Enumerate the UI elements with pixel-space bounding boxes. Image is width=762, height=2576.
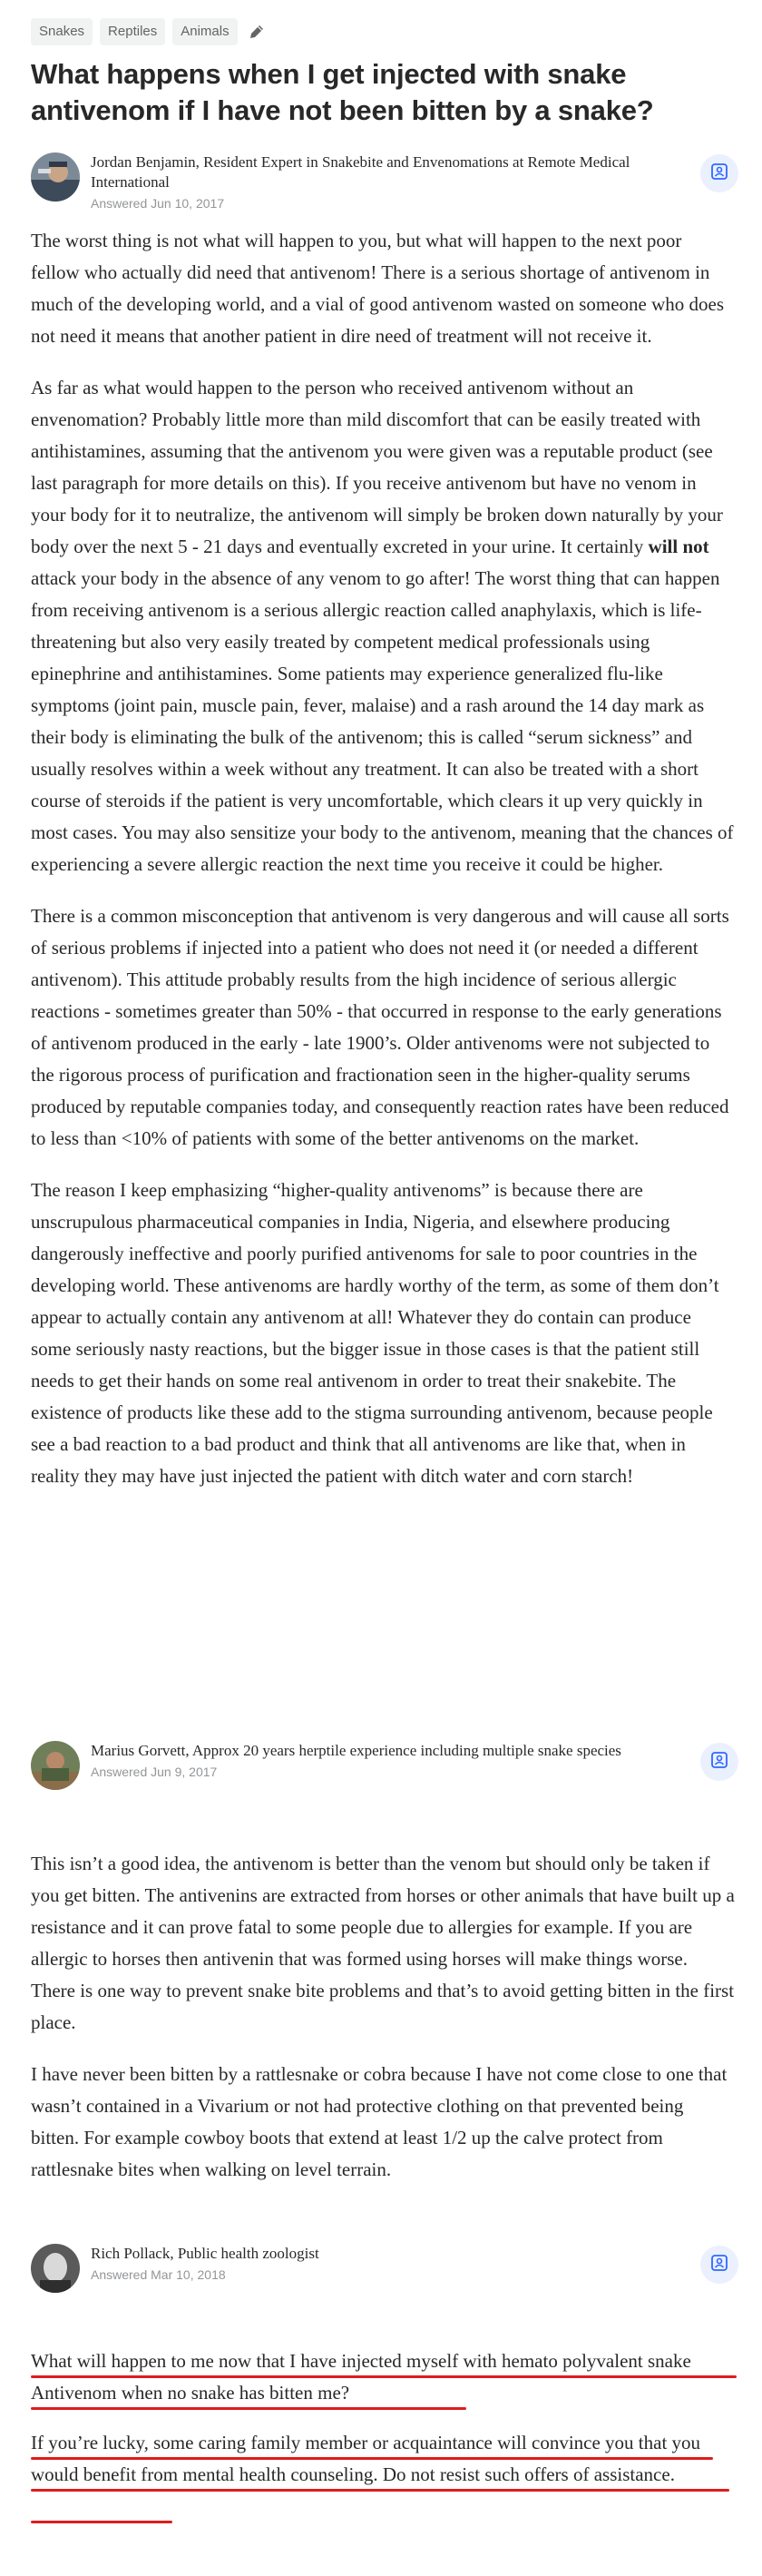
answer-1-body xyxy=(31,225,735,1512)
question-title[interactable]: What happens when I get injected with snake antivenom if I have not been bitten by a snake? xyxy=(31,58,654,126)
topic-chip-reptiles[interactable]: Reptiles xyxy=(100,18,165,45)
share-button[interactable] xyxy=(700,2246,738,2284)
answered-date[interactable]: Answered Jun 9, 2017 xyxy=(91,1765,218,1779)
share-icon xyxy=(709,2253,729,2277)
author-credential[interactable]: Jordan Benjamin, Resident Expert in Snakebite and Envenomations at Remote Medical International xyxy=(91,153,630,191)
share-button[interactable] xyxy=(700,154,738,192)
avatar[interactable] xyxy=(31,2244,80,2293)
topic-chip-animals[interactable]: Animals xyxy=(172,18,237,45)
share-icon xyxy=(709,1750,729,1775)
author-credential[interactable]: Marius Gorvett, Approx 20 years herptile experience including multiple snake species xyxy=(91,1742,621,1759)
answer-text: attack your body in the absence of any venom to go after! The worst thing that can happen from receiving antivenom is a serious allergic reaction called anaphylaxis, which is life-threatening but also very easily treated by competent medical professionals using epinephrine and antihistamines. Some patients may experience generalized flu-like symptoms (joint pain, muscle pain, fever, malaise) and a rash around the 14 day mark as their body is eliminating the bulk of the antivenom; this is called “serum sickness” and usually resolves within a week without any treatment. It can also be treated with a short course of steroids if the patient is very uncomfortable, which clears it up very quickly in most cases. You may also sensitize your body to the antivenom, meaning that the chances of experiencing a severe allergic reaction the next time you receive it could be higher. xyxy=(31,567,734,875)
annotation-underline xyxy=(31,2375,737,2378)
author-credential[interactable]: Rich Pollack, Public health zoologist xyxy=(91,2245,319,2262)
answered-date[interactable]: Answered Mar 10, 2018 xyxy=(91,2267,226,2282)
answer-paragraph: The worst thing is not what will happen to you, but what will happen to the next poor fellow who actually did need that antivenom! There is a serious shortage of antivenom in much of the developing world, and a vial of good antivenom wasted on someone who does not need it means that another patient in dire need of treatment will not receive it. xyxy=(31,230,724,347)
quoted-question: What will happen to me now that I have injected myself with hemato polyvalent snake Antivenom when no snake has bitten me? xyxy=(31,2350,691,2404)
topic-list xyxy=(31,18,269,45)
avatar[interactable] xyxy=(31,1741,80,1790)
annotation-underline xyxy=(31,2521,172,2523)
answer-paragraph: This isn’t a good idea, the antivenom is better than the venom but should only be taken if you get bitten. The antivenins are extracted from horses or other animals that have built up a resistance and it can prove fatal to some people due to allergies for example. If you are allergic to horses then antivenin that was formed using horses will make things worse. There is one way to prevent snake bite problems and that’s to avoid getting bitten in the first place. xyxy=(31,1853,735,2033)
annotation-underline xyxy=(31,2489,729,2492)
answer-text: As far as what would happen to the person who received antivenom without an envenomation? Probably little more than mild discomfort that can be easily treated with antihistamines, assuming that the antivenom you were given was a reputable product (see last paragraph for more details on this). If you receive antivenom but have no venom in your body for it to neutralize, the antivenom will simply be broken down naturally by your body over the next 5 - 21 days and eventually excreted in your urine. It certainly xyxy=(31,377,723,557)
answer-paragraph xyxy=(31,372,735,880)
annotation-underline xyxy=(31,2457,713,2460)
answer-paragraph: There is a common misconception that antivenom is very dangerous and will cause all sorts of serious problems if injected into a patient who does not need it (or needed a different antivenom). This attitude probably results from the high incidence of serious allergic reactions - sometimes greater than 50% - that occurred in response to the early generations of antivenom produced in the early - late 1900’s. Older antivenoms were not subjected to the rigorous process of purification and fractionation seen in the higher-quality serums produced by reputable companies today, and consequently reaction rates have been reduced to less than <10% of patients with some of the better antivenoms on the market. xyxy=(31,905,729,1149)
share-icon xyxy=(709,162,729,186)
avatar[interactable] xyxy=(31,152,80,202)
answer-paragraph: The reason I keep emphasizing “higher-quality antivenoms” is because there are unscrupulous pharmaceutical companies in India, Nigeria, and elsewhere producing dangerously ineffective and poorly purified antivenoms for sale to poor countries in the developing world. These antivenoms are hardly worthy of the term, as some of them don’t appear to actually contain any antivenom at all! Whatever they do contain can produce some seriously nasty reactions, but the bigger issue in those cases is that the patient still needs to get their hands on some real antivenom in order to treat their snakebite. The existence of products like these add to the stigma surrounding antivenom, because people see a bad reaction to a bad product and think that all antivenoms are like that, when in reality they may have just injected the patient with ditch water and corn starch! xyxy=(31,1179,719,1487)
bold-text: will not xyxy=(648,536,709,557)
share-button[interactable] xyxy=(700,1743,738,1781)
answer-paragraph: I have never been bitten by a rattlesnake or cobra because I have not come close to one that wasn’t contained in a Vivarium or not had protective clothing on that prevented being bitten. For example cowboy boots that extend at least 1/2 up the calve protect from rattlesnake bites when walking on level terrain. xyxy=(31,2063,728,2180)
annotation-underline xyxy=(31,2407,466,2410)
answer-3-paragraph: If you’re lucky, some caring family member or acquaintance will convince you that you would benefit from mental health counseling. Do not resist such offers of assistance. xyxy=(31,2432,701,2485)
answer-2-body xyxy=(31,1848,735,2206)
pencil-icon[interactable] xyxy=(245,20,269,44)
topic-chip-snakes[interactable]: Snakes xyxy=(31,18,93,45)
answered-date[interactable]: Answered Jun 10, 2017 xyxy=(91,196,225,211)
